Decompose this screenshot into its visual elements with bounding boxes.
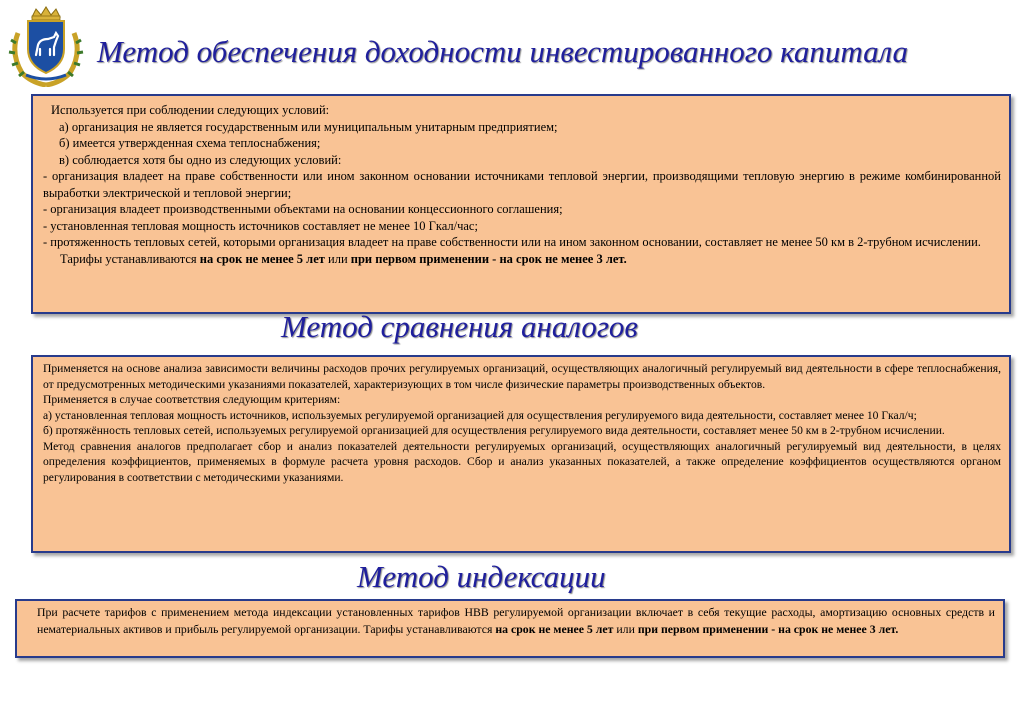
paragraph: Применяется в случае соответствия следующим критериям: <box>43 393 341 406</box>
condition-a: а) организация не является государственным или муниципальным унитарным предприятием; <box>59 119 558 134</box>
condition-item: - организация владеет на праве собственности или ином законном основании источниками тепловой энергии, производящими тепловую энергию в режиме комбинированной выработки электрической и тепловой энергии; <box>43 169 1001 200</box>
condition-item: - организация владеет производственными объектами на основании концессионного соглашения; <box>43 202 563 216</box>
paragraph: Метод сравнения аналогов предполагает сбор и анализ показателей деятельности регулируемых организаций, осуществляющих аналогичный регулируемый вид деятельности, в целях определения коэффициентов, применяемых в формуле расчета уровня расходов. Сбор и анализ указанных показателей, а также определение коэффициентов осуществляются органом регулирования в соответствии с методическими указаниями. <box>43 439 1001 484</box>
paragraph: а) установленная тепловая мощность источников, используемых регулируемой организацией для осуществления регулируемого вида деятельности, составляет менее 10 Гкал/ч; <box>43 408 917 422</box>
indexation-text <box>37 604 995 637</box>
section-title-indexation: Метод индексации <box>357 559 606 594</box>
info-box-indexation <box>15 599 1005 658</box>
coat-of-arms-icon <box>4 3 88 87</box>
tariff-term-5-years: на срок не менее 5 лет <box>199 251 325 266</box>
tariff-term-note <box>43 251 1001 268</box>
info-box-analog-comparison <box>31 355 1011 553</box>
indexation-text-body: При расчете тарифов с применением метода индексации установленных тарифов НВВ регулируемой организации включает в себя текущие расходы, амортизацию основных средств и нематериальных активов и прибыль регулируемой организации. Тарифы устанавливаются <box>37 605 995 636</box>
tariff-term-prefix: Тарифы устанавливаются <box>60 251 200 266</box>
indexation-term-or: или <box>613 621 638 636</box>
info-box-investment-return <box>31 94 1011 314</box>
tariff-term-3-years: при первом применении - на срок не менее 3 лет. <box>350 251 627 266</box>
indexation-term-3-years: при первом применении - на срок не менее 3 лет. <box>637 621 899 636</box>
paragraph: б) протяжённость тепловых сетей, используемых регулируемой организацией для осуществления регулируемого вида деятельности, составляет менее 50 км в 2-трубном исчислении. <box>43 424 945 437</box>
condition-b: б) имеется утвержденная схема теплоснабжения; <box>59 136 321 150</box>
condition-item: - установленная тепловая мощность источников составляет не менее 10 Гкал/час; <box>43 218 478 233</box>
tariff-term-or: или <box>324 251 351 266</box>
indexation-term-5-years: на срок не менее 5 лет <box>495 621 614 636</box>
conditions-intro: Используется при соблюдении следующих условий: <box>51 103 330 117</box>
paragraph: Применяется на основе анализа зависимости величины расходов прочих регулируемых организаций, осуществляющих аналогичный регулируемый вид деятельности в сфере теплоснабжения, от предусмотренных методическими указаниями показателей, характеризующих в том числе физические параметры производственных объектов. <box>43 362 1001 391</box>
section-title-investment-return: Метод обеспечения доходности инвестированного капитала <box>97 34 909 69</box>
condition-c: в) соблюдается хотя бы одно из следующих условий: <box>59 152 342 167</box>
section-title-analog-comparison: Метод сравнения аналогов <box>281 309 638 344</box>
condition-item: - протяженность тепловых сетей, которыми организация владеет на праве собственности или на ином законном основании, составляет не менее 50 км в 2-трубном исчислении. <box>43 235 981 249</box>
